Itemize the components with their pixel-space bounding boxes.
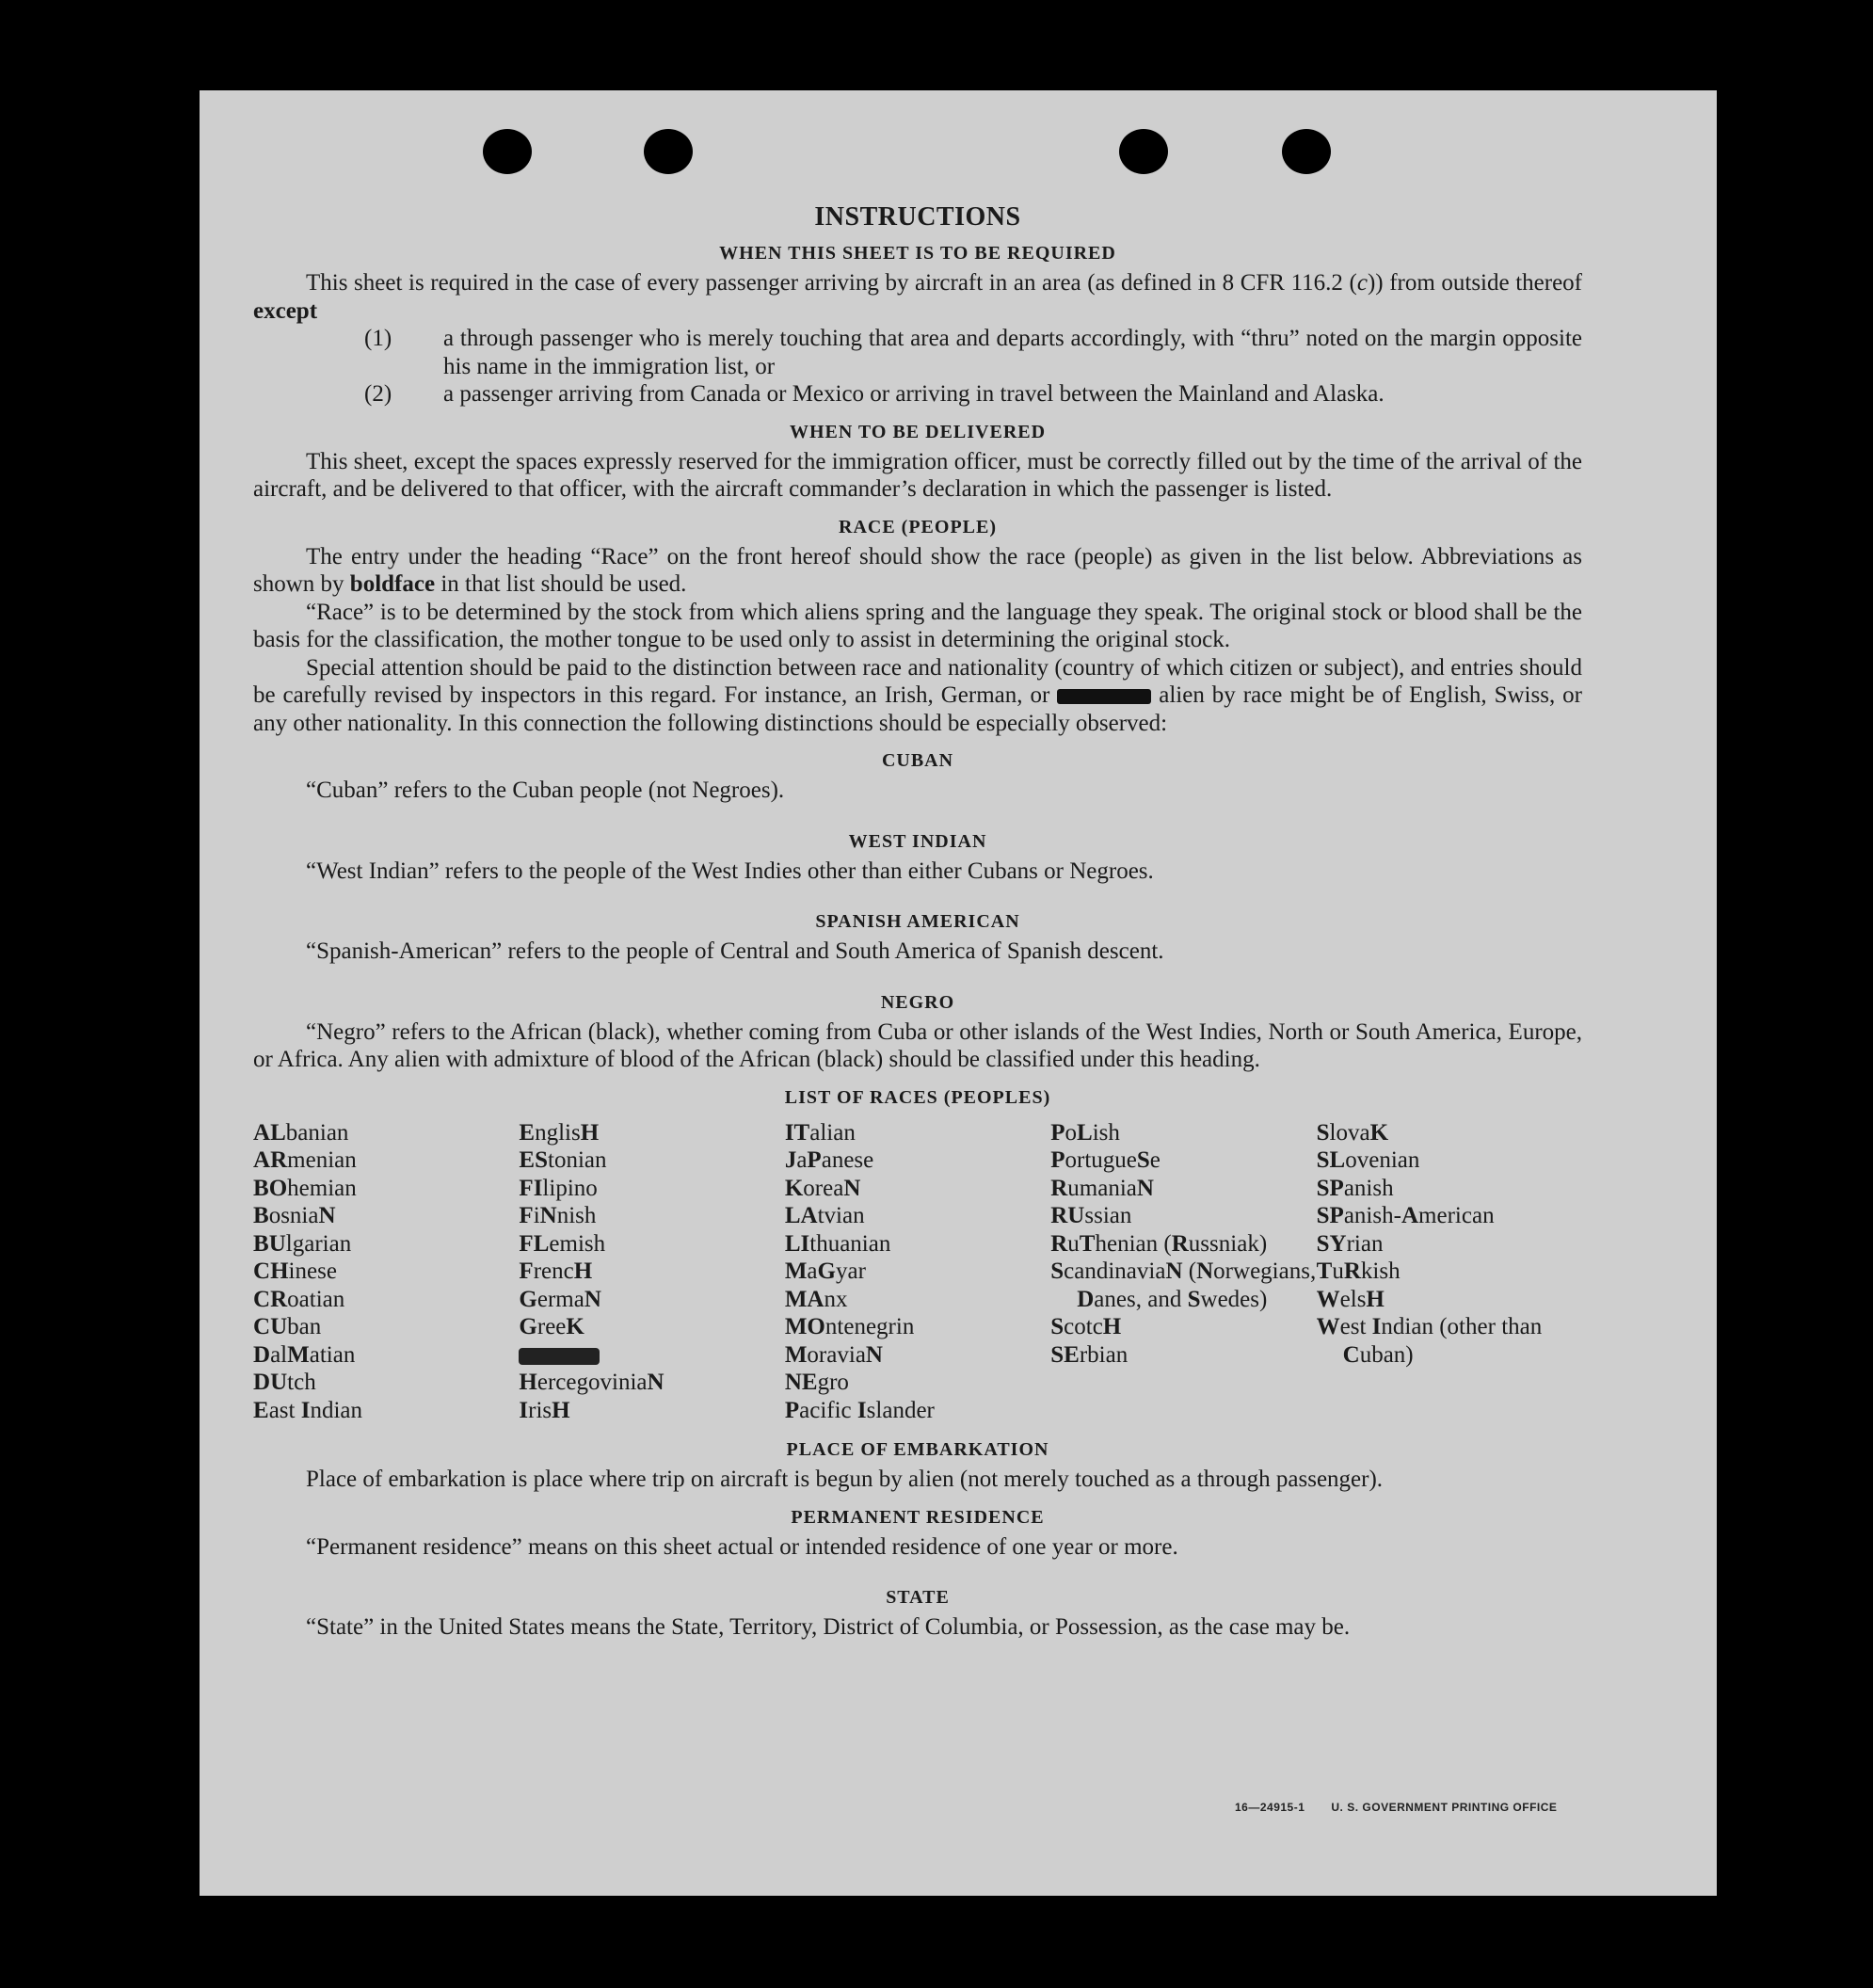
section-heading-embarkation: PLACE OF EMBARKATION <box>786 1439 1049 1460</box>
page-title: INSTRUCTIONS <box>814 202 1021 232</box>
race-entry: East Indian <box>253 1397 363 1423</box>
punch-hole <box>1119 129 1168 174</box>
section-heading-negro: NEGRO <box>880 991 955 1013</box>
race-paragraph-3: Special attention should be paid to the distinction between race and nationality (country of which citizen or subject), and entries should be carefully revised by inspectors in this regard. For instance, an Irish, German, or alien by race might be of English, Swiss, or any other nationality. In this connection the following distinctions should be especially observed: <box>253 654 1582 736</box>
race-entry: GermaN <box>519 1286 601 1312</box>
race-entry: LAtvian <box>784 1203 865 1228</box>
race-entry: ScotcH <box>1050 1314 1122 1339</box>
race-entry: FLemish <box>519 1230 606 1257</box>
race-entry: GreeK <box>519 1314 584 1339</box>
form-number: 16—24915-1 <box>1235 1801 1305 1814</box>
race-entry: CHinese <box>253 1259 337 1284</box>
race-entry: SPanish <box>1316 1175 1394 1201</box>
redaction-mark <box>519 1348 600 1365</box>
section-heading-race: RACE (PEOPLE) <box>839 516 997 537</box>
section-heading-residence: PERMANENT RESIDENCE <box>791 1506 1045 1528</box>
race-entry: MoraviaN <box>784 1341 883 1368</box>
section-heading-west-indian: WEST INDIAN <box>848 830 987 852</box>
race-entry: PoLish <box>1050 1119 1120 1146</box>
printer-footer <box>1235 1801 1583 1814</box>
race-entry: JaPanese <box>784 1147 874 1173</box>
instructions-content <box>253 201 1582 1642</box>
races-column <box>1317 1119 1582 1425</box>
race-paragraph-1: The entry under the heading “Race” on the front hereof should show the race (people) as given in the list below. Abbreviations as shown by boldface in that list should be used. <box>253 543 1582 597</box>
races-column <box>253 1119 519 1425</box>
race-entry: ARmenian <box>253 1147 357 1173</box>
race-entry: SErbian <box>1050 1341 1129 1368</box>
race-entry: CRoatian <box>253 1286 345 1312</box>
race-entry: WelsH <box>1316 1286 1385 1312</box>
section-heading-delivered: WHEN TO BE DELIVERED <box>789 421 1047 442</box>
race-entry: EnglisH <box>519 1119 600 1146</box>
races-column <box>785 1119 1050 1425</box>
negro-paragraph: “Negro” refers to the African (black), whether coming from Cuba or other islands of the West Indies, North or South America, Europe, or Africa. Any alien with admixture of blood of the African (black) should be classified under this heading. <box>253 1018 1582 1072</box>
race-entry: FrencH <box>519 1259 593 1284</box>
race-entry <box>519 1341 784 1370</box>
race-entry: EStonian <box>519 1147 607 1173</box>
race-paragraph-2: “Race” is to be determined by the stock from which aliens spring and the language they speak. The original stock or blood shall be the basis for the classification, the mother tongue to be used only to assist in determining the original stock. <box>253 599 1582 652</box>
race-entry: RuThenian (Russniak) <box>1050 1230 1268 1257</box>
race-entry: SYrian <box>1316 1230 1384 1257</box>
race-entry: PortugueSe <box>1050 1147 1161 1173</box>
embarkation-paragraph: Place of embarkation is place where trip on aircraft is begun by alien (not merely touched as a through passenger). <box>306 1467 1384 1492</box>
race-entry: HercegoviniaN <box>519 1370 664 1395</box>
race-entry: BOhemian <box>253 1175 357 1201</box>
race-entry: DUtch <box>253 1370 316 1395</box>
residence-paragraph: “Permanent residence” means on this sheet actual or intended residence of one year or more. <box>306 1533 1178 1560</box>
race-entry: ScandinaviaN (Norwegians, Danes, and Swedes) <box>1050 1259 1317 1312</box>
required-paragraph: This sheet is required in the case of every passenger arriving by aircraft in an area (as defined in 8 CFR 116.2 (c)) from outside thereof except <box>253 270 1582 324</box>
race-entry: ITalian <box>784 1119 856 1146</box>
punch-hole <box>1282 129 1331 174</box>
race-entry: ALbanian <box>253 1119 349 1146</box>
section-heading-state: STATE <box>886 1587 950 1608</box>
race-entry: Pacific Islander <box>784 1397 935 1423</box>
state-paragraph: “State” in the United States means the State, Territory, District of Columbia, or Possession, as the case may be. <box>306 1614 1351 1640</box>
race-entry: SlovaK <box>1316 1119 1389 1146</box>
cuban-paragraph: “Cuban” refers to the Cuban people (not Negroes). <box>306 778 785 803</box>
race-entry: BosniaN <box>253 1203 336 1228</box>
race-entry: MaGyar <box>784 1259 866 1284</box>
section-heading-spanish-american: SPANISH AMERICAN <box>815 911 1020 932</box>
spanish-american-paragraph: “Spanish-American” refers to the people of Central and South America of Spanish descent. <box>306 938 1164 964</box>
race-entry: RumaniaN <box>1050 1175 1154 1201</box>
race-entry: RUssian <box>1050 1203 1132 1228</box>
race-entry: KoreaN <box>784 1175 861 1201</box>
race-entry: FIlipino <box>519 1175 598 1201</box>
race-entry: FiNnish <box>519 1203 597 1228</box>
race-entry: CUban <box>253 1314 322 1339</box>
required-item-2: (2) a passenger arriving from Canada or Mexico or arriving in travel between the Mainland and Alaska. <box>364 381 1385 407</box>
redaction-mark <box>1057 689 1151 704</box>
west-indian-paragraph: “West Indian” refers to the people of the West Indies other than either Cubans or Negroes. <box>306 858 1154 884</box>
race-entry: IrisH <box>519 1397 570 1423</box>
required-item-1: (1) a through passenger who is merely touching that area and departs accordingly, with “thru” noted on the margin opposite his name in the immigration list, or <box>364 326 1582 379</box>
section-heading-required: WHEN THIS SHEET IS TO BE REQUIRED <box>719 243 1116 264</box>
race-entry: TuRkish <box>1316 1259 1401 1284</box>
section-heading-races-list: LIST OF RACES (PEOPLES) <box>784 1086 1051 1108</box>
race-entry: West Indian (other than Cuban) <box>1316 1314 1543 1368</box>
race-entry: SPanish-American <box>1316 1203 1495 1228</box>
race-entry: DalMatian <box>253 1341 356 1368</box>
race-entry: SLovenian <box>1316 1147 1420 1173</box>
delivered-paragraph: This sheet, except the spaces expressly reserved for the immigration officer, must be correctly filled out by the time of the arrival of the aircraft, and be delivered to that officer, with the aircraft commander’s declaration in which the passenger is listed. <box>253 448 1582 502</box>
section-heading-cuban: CUBAN <box>881 750 954 771</box>
races-list <box>253 1119 1582 1425</box>
race-entry: MAnx <box>784 1286 848 1312</box>
race-entry: MOntenegrin <box>784 1314 915 1339</box>
punch-hole <box>483 129 532 174</box>
punch-hole <box>644 129 693 174</box>
race-entry: BUlgarian <box>253 1230 352 1257</box>
printer-credit: U. S. GOVERNMENT PRINTING OFFICE <box>1331 1801 1558 1814</box>
race-entry: NEgro <box>784 1370 849 1395</box>
race-entry: LIthuanian <box>784 1230 891 1257</box>
document-page <box>200 90 1717 1896</box>
races-column <box>1050 1119 1316 1425</box>
races-column <box>519 1119 784 1425</box>
